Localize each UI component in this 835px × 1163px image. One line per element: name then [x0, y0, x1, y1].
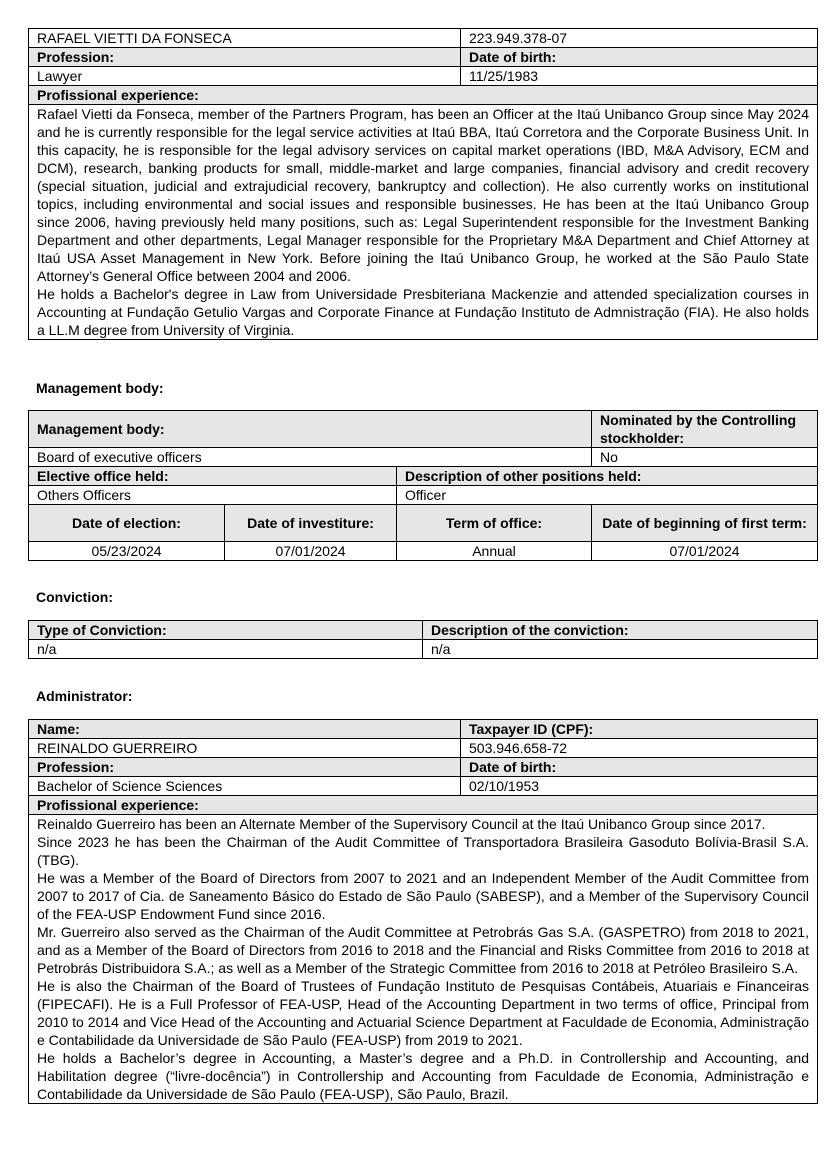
conviction-table	[28, 620, 818, 659]
first-term-date-label: Date of beginning of first term:	[592, 505, 818, 542]
management-caption: Management body:	[36, 380, 164, 396]
person1-cpf: 223.949.378-07	[461, 29, 818, 48]
investiture-date-label: Date of investiture:	[225, 505, 397, 542]
admin-experience	[29, 815, 818, 1104]
other-positions-value: Officer	[397, 486, 818, 505]
person1-table	[28, 28, 818, 340]
admin-experience-para: Since 2023 he has been the Chairman of the Audit Committee of Transportadora Brasileira Gasoduto Bolívia-Brasil S.A. (TBG).	[37, 834, 809, 868]
admin-profession: Bachelor of Science Sciences	[29, 777, 461, 796]
first-term-date-value: 07/01/2024	[592, 542, 818, 561]
management-body-label: Management body:	[29, 411, 592, 448]
administrator-table	[28, 719, 818, 1104]
admin-profession-label: Profession:	[29, 758, 461, 777]
person1-experience-para: He holds a Bachelor's degree in Law from Universidade Presbiteriana Mackenzie and attended specialization courses in Accounting at Fundação Getulio Vargas and Corporate Finance at Fundação Instituto de Admnistração (FIA). He also holds a LL.M degree from University of Virginia.	[37, 286, 809, 338]
administrator-caption: Administrator:	[36, 688, 133, 704]
conviction-desc-label: Description of the conviction:	[423, 621, 818, 640]
admin-experience-para: Mr. Guerreiro also served as the Chairman of the Audit Committee at Petrobrás Gas S.A. (GASPETRO) from 2018 to 2021, and as a Member of the Board of Directors from 2016 to 2018 and the Financial and Risks Committee from 2016 to 2018 at Petrobrás Distribuidora S.A.; as well as a Member of the Strategic Committee from 2016 to 2018 at Petróleo Brasileiro S.A.	[37, 924, 809, 976]
admin-birth-label: Date of birth:	[461, 758, 818, 777]
conviction-type-value: n/a	[29, 640, 423, 659]
admin-experience-para: He holds a Bachelor’s degree in Accounting, a Master’s degree and a Ph.D. in Controllership and Accounting, and Habilitation degree (“livre-docência”) in Controllership and Accounting from Faculdade de Economia, Administração e Contabilidade da Universidade de São Paulo (FEA-USP), São Paulo, Brazil.	[37, 1050, 809, 1102]
person1-birth: 11/25/1983	[461, 67, 818, 86]
admin-experience-para: He was a Member of the Board of Directors from 2007 to 2021 and an Independent Member of the Audit Committee from 2007 to 2017 of Cia. de Saneamento Básico do Estado de São Paulo (SABESP), and a Member of the Supervisory Council of the FEA-USP Endowment Fund since 2016.	[37, 870, 809, 922]
admin-birth: 02/10/1953	[461, 777, 818, 796]
admin-cpf: 503.946.658-72	[461, 739, 818, 758]
conviction-type-label: Type of Conviction:	[29, 621, 423, 640]
admin-experience-label: Profissional experience:	[29, 796, 818, 815]
conviction-desc-value: n/a	[423, 640, 818, 659]
person1-profession-label: Profession:	[29, 48, 461, 67]
admin-experience-para: Reinaldo Guerreiro has been an Alternate Member of the Supervisory Council at the Itaú Unibanco Group since 2017.	[37, 816, 766, 832]
nominated-value: No	[592, 448, 818, 467]
other-positions-label: Description of other positions held:	[397, 467, 818, 486]
investiture-date-value: 07/01/2024	[225, 542, 397, 561]
admin-name-label: Name:	[29, 720, 461, 739]
admin-cpf-label: Taxpayer ID (CPF):	[461, 720, 818, 739]
person1-birth-label: Date of birth:	[461, 48, 818, 67]
person1-experience-label: Profissional experience:	[29, 86, 818, 105]
term-of-office-label: Term of office:	[397, 505, 592, 542]
conviction-caption: Conviction:	[36, 589, 113, 605]
person1-experience-para: Rafael Vietti da Fonseca, member of the Partners Program, has been an Officer at the Itaú Unibanco Group since May 2024 and he is currently responsible for the legal service activities at Itaú BBA, Itaú Corretora and the Corporate Business Unit. In this capacity, he is responsible for the legal advisory services on capital market operations (IBD, M&A Advisory, ECM and DCM), research, banking products for small, middle-market and large companies, financial advisory and credit recovery (special situation, judicial and extrajudicial recovery, bankruptcy and collection). He also currently works on institutional topics, including environmental and social issues and responsible businesses. He has been at the Itaú Unibanco Group since 2006, having previously held many positions, such as: Legal Superintendent responsible for the Investment Banking Department and other departments, Legal Manager responsible for the Proprietary M&A Department and Chief Attorney at Itaú USA Asset Management in New York. Before joining the Itaú Unibanco Group, he worked at the São Paulo State Attorney’s General Office between 2004 and 2006.	[37, 106, 809, 284]
term-of-office-value: Annual	[397, 542, 592, 561]
elective-office-label: Elective office held:	[29, 467, 397, 486]
nominated-label: Nominated by the Controlling stockholder:	[592, 411, 818, 448]
elective-office-value: Others Officers	[29, 486, 397, 505]
admin-experience-para: He is also the Chairman of the Board of Trustees of Fundação Instituto de Pesquisas Contábeis, Atuariais e Financeiras (FIPECAFI). He is a Full Professor of FEA-USP, Head of the Accounting Department in two terms of office, Principal from 2010 to 2014 and Vice Head of the Accounting and Actuarial Science Department at Faculdade de Economia, Administração e Contabilidade da Universidade de São Paulo (FEA-USP) from 2019 to 2021.	[37, 978, 809, 1048]
person1-profession: Lawyer	[29, 67, 461, 86]
election-date-label: Date of election:	[29, 505, 225, 542]
election-date-value: 05/23/2024	[29, 542, 225, 561]
admin-name: REINALDO GUERREIRO	[29, 739, 461, 758]
person1-name: RAFAEL VIETTI DA FONSECA	[29, 29, 461, 48]
management-table	[28, 410, 818, 561]
person1-experience	[29, 105, 818, 340]
management-body-value: Board of executive officers	[29, 448, 592, 467]
